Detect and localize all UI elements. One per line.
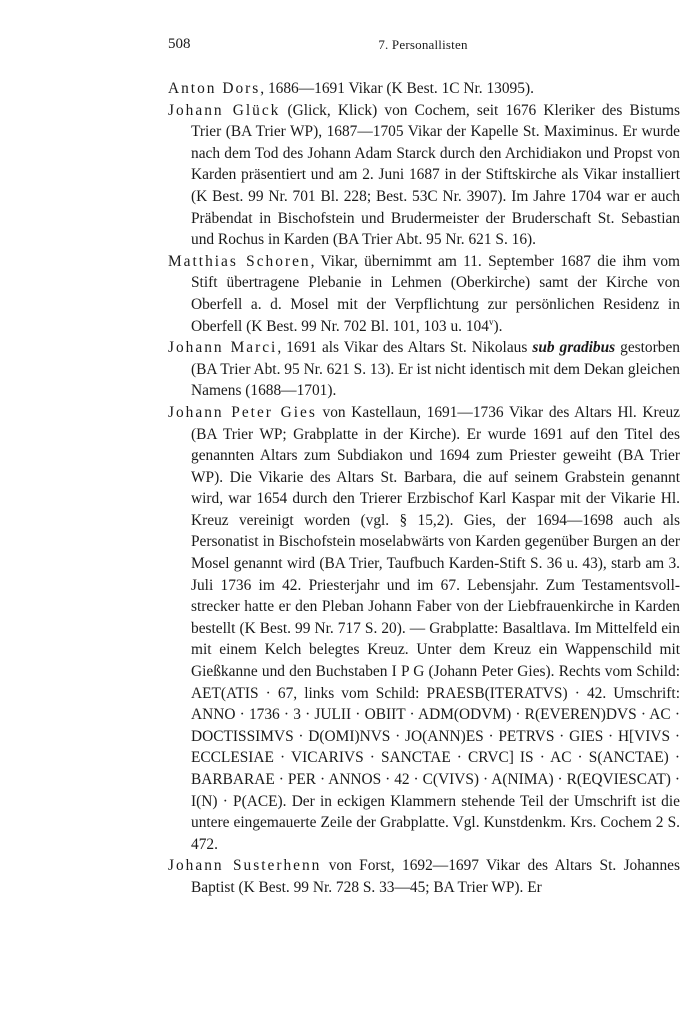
page-number: 508 bbox=[168, 36, 191, 52]
entry-johann-glueck bbox=[168, 100, 680, 251]
entry-name: Johann Glück bbox=[168, 101, 281, 119]
entry-name: Johann Peter Gies bbox=[168, 403, 317, 421]
entry-johann-susterhenn bbox=[168, 855, 680, 898]
entry-text: , Vikar, übernimmt am 11. September 1687 die ihm vom Stift übertragene Plebanie in Lehmen (Oberkirche) samt der Kirche von Oberfell a. d. Mosel mit der Verpflichtung zur persönlichen Residenz in Oberfell (K Best. 99 Nr. 702 Bl. 101, 103 u. 104 bbox=[191, 252, 681, 335]
entry-text-end: ). bbox=[493, 317, 503, 335]
entry-text-end: gestorben (BA Trier Abt. 95 Nr. 621 S. 13). Er ist nicht identisch mit dem Dekan gleichen Namens (1688—1701). bbox=[191, 339, 680, 400]
entry-matthias-schoren bbox=[168, 251, 680, 337]
entry-name: Anton Dors bbox=[168, 80, 261, 97]
entry-text: von Forst, 1692—1697 Vikar des Altars St. Johannes Baptist (K Best. 99 Nr. 728 S. 33—45; BA Trier WP). Er bbox=[191, 857, 680, 896]
entry-name: Matthias Schoren bbox=[168, 252, 311, 270]
entry-name: Johann Susterhenn bbox=[168, 857, 322, 875]
page-header bbox=[168, 36, 678, 58]
entry-johann-marci bbox=[168, 337, 680, 402]
entry-name: Johann Marci bbox=[168, 339, 278, 357]
entry-text: , 1691 als Vikar des Altars St. Nikolaus bbox=[277, 339, 533, 357]
entry-text: , 1686—1691 Vikar (K Best. 1C Nr. 13095). bbox=[260, 80, 534, 97]
page-body bbox=[168, 78, 680, 899]
superscript-verso: v bbox=[488, 316, 494, 327]
entry-anton-dors bbox=[168, 78, 680, 100]
entry-text: (Glick, Klick) von Cochem, seit 1676 Kleriker des Bistums Trier (BA Trier WP), 1687—1705 Vikar der Kapelle St. Maximinus. Er wurde nach dem Tod des Johann Adam Starck durch den Archidiakon und Propst von Karden präsentiert und am 2. Juni 1687 in der Stiftskirche als Vikar installiert (K Best. 99 Nr. 701 Bl. 228; Best. 53C Nr. 3907). Im Jahre 1704 war er auch Präbendat in Bischofstein und Brudermeister der Bruderschaft St. Sebastian und Rochus in Karden (BA Trier Abt. 95 Nr. 621 S. 16). bbox=[191, 101, 681, 249]
entry-text: von Kastellaun, 1691—1736 Vikar des Altars Hl. Kreuz (BA Trier WP; Grabplatte in der Kirche). Er wurde 1691 auf den Titel des genannten Altars zum Subdiakon und 1694 zum Priester geweiht (BA Trier WP). Die Vikarie des Altars St. Barbara, die auf seinem Grabstein genannt wird, war 1654 durch den Trierer Erzbischof Karl Kaspar mit der Vikarie Hl. Kreuz vereinigt worden (vgl. § 15,2). Gies, der 1694—1698 auch als Personatist in Bischofstein moselabwärts von Karden gegenüber Burgen an der Mosel genannt wird (BA Trier, Taufbuch Karden-Stift S. 36 u. 43), starb am 3. Juli 1736 im 42. Priesterjahr und im 67. Lebensjahr. Zum Testamentsvollstrecker hatte er den Pleban Johann Faber von der Liebfrauenkirche in Karden bestellt (K Best. 99 Nr. 717 S. 20). — Grabplatte: Basaltlava. Im Mittelfeld ein mit einem Kelch belegtes Kreuz. Unter dem Kreuz ein Wappenschild mit Gießkanne und den Buchstaben I P G (Johann Peter Gies). Rechts vom Schild: AET(ATIS · 67, links vom Schild: PRAESB(ITERATVS) · 42. Umschrift: ANNO · 1736 · 3 · JULII · OBIIT · ADM(ODVM) · R(EVEREN)DVS · AC · DOCTISSIMVS · D(OMI)NVS · JO(ANN)ES · PETRVS · GIES · H[VIVS · ECCLESIAE · VICARIVS · SANCTAE · CRVC] IS · AC · S(ANCTAE) · BARBARAE · PER · ANNOS · 42 · C(VIVS) · A(NIMA) · R(EQVIESCAT) · I(N) · P(ACE). Der in eckigen Klammern stehende Teil der Umschrift ist die untere eingemauerte Zeile der Grabplatte. Vgl. Kunstdenkm. Krs. Cochem 2 S. 472. bbox=[191, 403, 681, 853]
italic-phrase: sub gradibus bbox=[532, 339, 616, 357]
entry-johann-peter-gies bbox=[168, 402, 680, 855]
running-head: 7. Personallisten bbox=[378, 37, 468, 52]
